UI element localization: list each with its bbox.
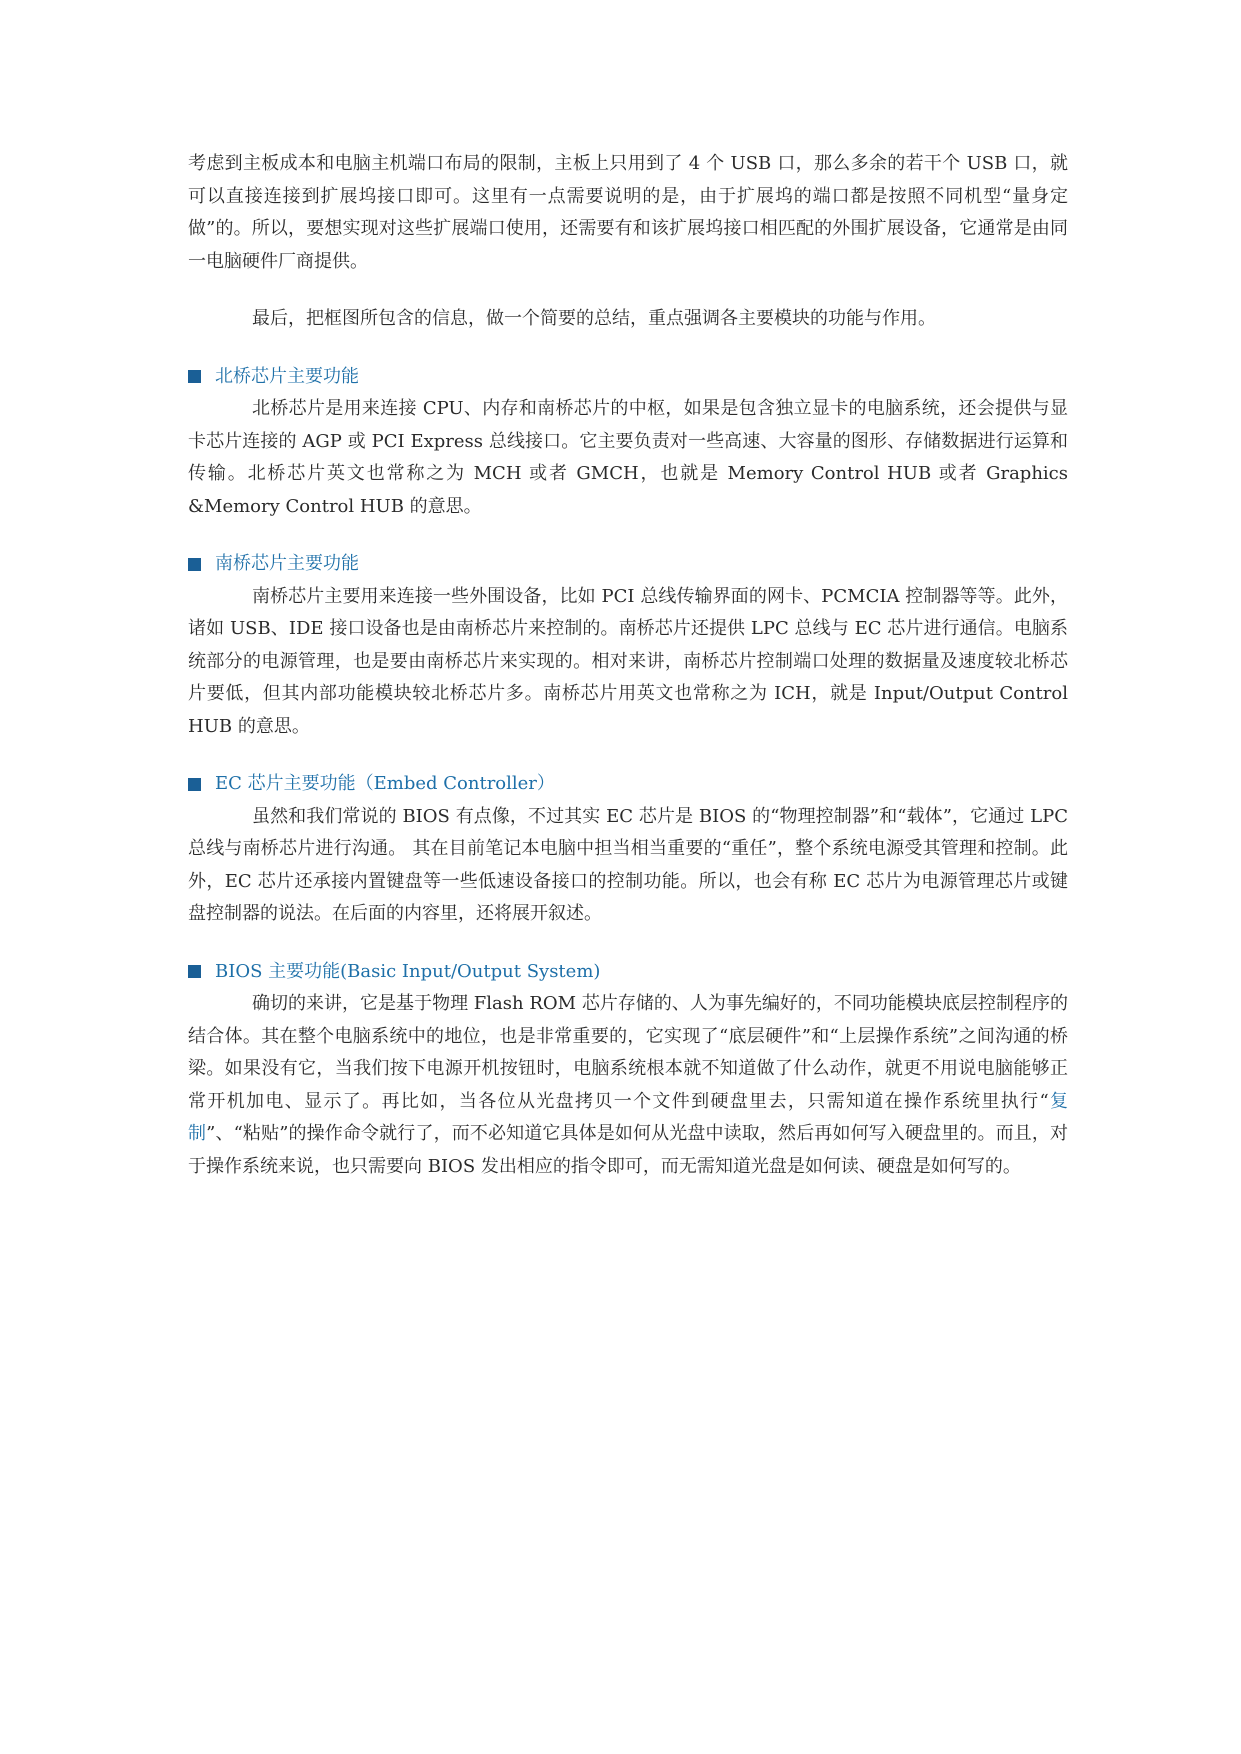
copy-link[interactable]: 复制 [188, 1090, 1069, 1144]
intro-paragraph: 考虑到主板成本和电脑主机端口布局的限制，主板上只用到了 4 个 USB 口，那么多余的若干个 USB 口，就可以直接连接到扩展坞接口即可。这里有一点需要说明的是，由于扩展坞的端口都是按照不同机型“量身定做”的。所以，要想实现对这些扩展端口使用，还需要有和该扩展坞接口相匹配的外围扩展设备，它通常是由同一电脑硬件厂商提供。 [188, 153, 1068, 272]
section-heading [188, 548, 1068, 581]
square-bullet-icon [188, 558, 201, 571]
section-body [188, 988, 1068, 1183]
section-heading-text: 北桥芯片主要功能 [215, 365, 359, 387]
section-northbridge [188, 361, 1068, 524]
section-heading-text: BIOS 主要功能(Basic Input/Output System) [215, 960, 601, 982]
section-heading [188, 768, 1068, 801]
section-body: 北桥芯片是用来连接 CPU、内存和南桥芯片的中枢，如果是包含独立显卡的电脑系统，还会提供与显卡芯片连接的 AGP 或 PCI Express 总线接口。它主要负责对一些高速、大容量的图形、存储数据进行运算和传输。北桥芯片英文也常称之为 MCH 或者 GMCH，也就是 Memory Control HUB 或者 Graphics &Memory Control HUB 的意思。 [188, 398, 1068, 517]
section-heading [188, 361, 1068, 394]
body-text: 确切的来讲，它是基于物理 Flash ROM 芯片存储的、人为事先编好的，不同功能模块底层控制程序的结合体。其在整个电脑系统中的地位，也是非常重要的，它实现了“底层硬件”和“上层操作系统”之间沟通的桥梁。如果没有它，当我们按下电源开机按钮时，电脑系统根本就不知道做了什么动作，就更不用说电脑能够正常开机加电、显示了。再比如，当各位从光盘拷贝一个文件到硬盘里去，只需知道在操作系统里执行“ [188, 993, 1068, 1112]
document-page [188, 148, 1068, 1183]
section-heading [188, 956, 1068, 989]
section-bios [188, 956, 1068, 1184]
section-body: 南桥芯片主要用来连接一些外围设备，比如 PCI 总线传输界面的网卡、PCMCIA 控制器等等。此外，诸如 USB、IDE 接口设备也是由南桥芯片来控制的。南桥芯片还提供 LPC 总线与 EC 芯片进行通信。电脑系统部分的电源管理，也是要由南桥芯片来实现的。相对来讲，南桥芯片控制端口处理的数据量及速度较北桥芯片要低，但其内部功能模块较北桥芯片多。南桥芯片用英文也常称之为 ICH，就是 Input/Output Control HUB 的意思。 [188, 585, 1068, 737]
section-body: 虽然和我们常说的 BIOS 有点像，不过其实 EC 芯片是 BIOS 的“物理控制器”和“载体”，它通过 LPC 总线与南桥芯片进行沟通。 其在目前笔记本电脑中担当相当重要的“重任”，整个系统电源受其管理和控制。此外，EC 芯片还承接内置键盘等一些低速设备接口的控制功能。所以，也会有称 EC 芯片为电源管理芯片或键盘控制器的说法。在后面的内容里，还将展开叙述。 [188, 805, 1068, 924]
square-bullet-icon [188, 370, 201, 383]
square-bullet-icon [188, 965, 201, 978]
summary-paragraph: 最后，把框图所包含的信息，做一个简要的总结，重点强调各主要模块的功能与作用。 [252, 308, 936, 329]
square-bullet-icon [188, 778, 201, 791]
section-heading-text: EC 芯片主要功能（Embed Controller） [215, 773, 555, 794]
section-heading-text: 南桥芯片主要功能 [215, 553, 359, 574]
section-southbridge [188, 548, 1068, 743]
section-ec-chip [188, 768, 1068, 931]
body-text: ”、“粘贴”的操作命令就行了，而不必知道它具体是如何从光盘中读取，然后再如何写入硬盘里的。而且，对于操作系统来说，也只需要向 BIOS 发出相应的指令即可，而无需知道光盘是如何读、硬盘是如何写的。 [188, 1123, 1069, 1177]
